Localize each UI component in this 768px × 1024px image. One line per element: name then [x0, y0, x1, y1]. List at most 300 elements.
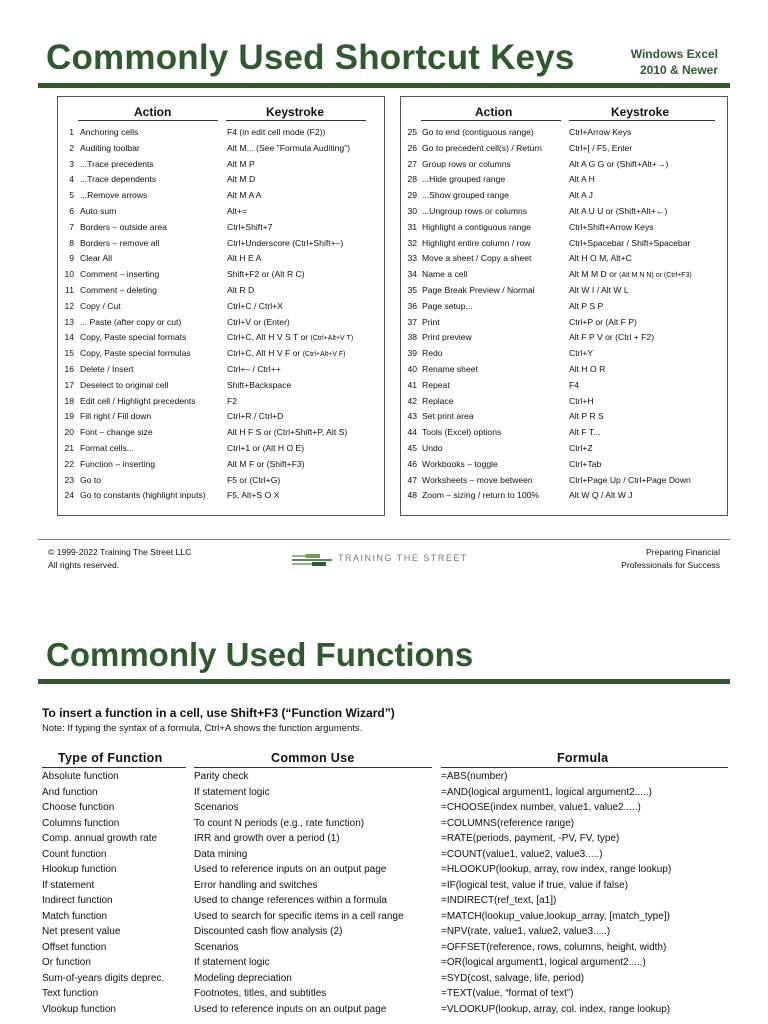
- keystroke-text: [569, 457, 601, 473]
- row-number: 47: [407, 474, 417, 485]
- common-use: Error handling and switches: [194, 879, 318, 891]
- table-row: [0, 785, 768, 801]
- version-label: [631, 46, 718, 78]
- keystroke-main: Alt H E A: [227, 253, 262, 264]
- action-text: Deselect to original cell: [80, 379, 169, 390]
- keystroke-text: [569, 267, 692, 284]
- row-number: 17: [64, 379, 74, 390]
- function-type: Text function: [42, 988, 99, 999]
- keystroke-main: Ctrl+C, Alt H V F or: [227, 348, 301, 359]
- table-row: [0, 862, 768, 878]
- common-use: Used to search for specific items in a cell range: [194, 910, 404, 922]
- action-text: ...Hide grouped range: [422, 174, 506, 185]
- function-type: Or function: [42, 957, 91, 968]
- table-row: [401, 346, 727, 362]
- table-row: [401, 488, 727, 504]
- row-number: 48: [407, 490, 417, 501]
- keystroke-main: Alt M... (See "Formula Auditing"): [227, 142, 351, 153]
- table-row: [0, 769, 768, 785]
- keystroke-text: [227, 346, 346, 363]
- keystroke-text: [569, 251, 632, 267]
- table-row: [401, 409, 727, 425]
- title-rule: [38, 83, 730, 88]
- function-type: Vlookup function: [42, 1003, 116, 1015]
- keystroke-text: [569, 409, 604, 425]
- row-number: 10: [64, 269, 74, 280]
- version-line-1: Windows Excel: [630, 47, 718, 61]
- action-text: Page Break Preview / Normal: [422, 284, 535, 295]
- col-header-action: Action: [475, 105, 513, 119]
- table-row: [0, 986, 768, 1002]
- functions-rule: [38, 679, 730, 684]
- table-row: [58, 425, 384, 441]
- keystroke-text: [569, 188, 593, 204]
- keystroke-text: [227, 394, 237, 410]
- formula-text: =AND(logical argument1, logical argument2.....): [441, 786, 652, 798]
- keystroke-text: [227, 157, 255, 173]
- common-use: To count N periods (e.g., rate function): [194, 817, 365, 829]
- table-row: [401, 283, 727, 299]
- table-row: [0, 924, 768, 940]
- action-text: Workbooks – toggle: [422, 458, 498, 469]
- keystroke-main: Alt H O M, Alt+C: [569, 253, 632, 264]
- function-type: And function: [42, 786, 98, 798]
- action-text: Edit cell / Highlight precedents: [80, 395, 196, 406]
- action-text: Undo: [422, 442, 443, 453]
- common-use: Used to reference inputs on an output page: [194, 864, 387, 875]
- logo-text: TRAINING THE STREET: [338, 553, 468, 563]
- header-underline: [42, 767, 186, 768]
- action-text: Copy, Paste special formats: [80, 332, 187, 343]
- keystroke-text: [227, 172, 255, 188]
- keystroke-text: [227, 236, 343, 252]
- keystroke-text: [227, 204, 247, 220]
- action-text: ...Show grouped range: [422, 190, 509, 201]
- action-text: Font – change size: [80, 427, 153, 438]
- keystroke-text: [569, 315, 637, 331]
- table-row: [401, 157, 727, 173]
- footer-rule: [38, 539, 730, 540]
- action-text: ...Trace precedents: [80, 158, 154, 169]
- keystroke-main: Alt M F or (Shift+F3): [227, 458, 305, 469]
- shortcut-panel-right: [400, 96, 728, 516]
- formula-text: =TEXT(value, “format of text”): [441, 988, 574, 999]
- keystroke-main: Ctrl+1 or (Alt H O E): [227, 442, 305, 453]
- row-number: 19: [64, 411, 74, 422]
- keystroke-text: [227, 251, 261, 267]
- functions-table: [0, 769, 768, 1017]
- header-underline: [421, 120, 561, 121]
- action-text: Group rows or columns: [422, 158, 511, 169]
- common-use: Footnotes, titles, and subtitles: [194, 988, 327, 999]
- formula-text: =OFFSET(reference, rows, columns, height, width): [441, 941, 667, 953]
- col-header-use: Common Use: [271, 751, 355, 765]
- action-text: Go to end (contiguous range): [422, 127, 534, 137]
- functions-title: Commonly Used Functions: [46, 636, 474, 673]
- common-use: Modeling depreciation: [194, 972, 292, 984]
- table-row: [401, 378, 727, 394]
- keystroke-main: Alt H O R: [569, 363, 606, 374]
- formula-text: =HLOOKUP(lookup, array, row index, range lookup): [441, 864, 672, 875]
- keystroke-main: Ctrl+R / Ctrl+D: [227, 411, 284, 422]
- table-row: [0, 909, 768, 925]
- action-text: Set print area: [422, 411, 474, 422]
- action-text: Tools (Excel) options: [422, 427, 502, 438]
- keystroke-main: Alt A J: [569, 190, 593, 201]
- keystroke-text: [227, 267, 305, 283]
- table-row: [401, 394, 727, 410]
- table-row: [401, 236, 727, 252]
- row-number: 5: [69, 190, 74, 201]
- table-row: [401, 220, 727, 236]
- shortcut-list: [401, 125, 727, 504]
- keystroke-main: Alt P S P: [569, 300, 604, 311]
- copyright: [48, 546, 191, 572]
- row-number: 40: [407, 363, 417, 374]
- row-number: 29: [407, 190, 417, 201]
- keystroke-text: [227, 378, 291, 394]
- table-row: [58, 141, 384, 157]
- action-text: Fill right / Fill down: [80, 411, 152, 422]
- action-text: ...Remove arrows: [80, 190, 148, 201]
- table-row: [58, 299, 384, 315]
- action-text: Auditing toolbar: [80, 142, 140, 153]
- shortcut-list: [58, 125, 384, 504]
- table-row: [58, 172, 384, 188]
- table-row: [401, 330, 727, 346]
- formula-text: =INDIRECT(ref_text, [a1]): [441, 895, 557, 906]
- table-row: [401, 172, 727, 188]
- header-underline: [194, 767, 432, 768]
- action-text: ...Trace dependents: [80, 174, 157, 185]
- keystroke-main: Ctrl+H: [569, 395, 594, 406]
- row-number: 7: [69, 221, 74, 232]
- row-number: 38: [407, 332, 417, 343]
- function-type: Count function: [42, 848, 107, 860]
- formula-text: =VLOOKUP(lookup, array, col. index, range lookup): [441, 1003, 671, 1015]
- copyright-line-1: © 1999-2022 Training The Street LLC: [48, 547, 192, 557]
- keystroke-text: [569, 488, 633, 504]
- common-use: Scenarios: [194, 941, 239, 953]
- keystroke-text: [569, 362, 605, 378]
- row-number: 31: [407, 221, 417, 232]
- action-text: Page setup...: [422, 300, 473, 311]
- row-number: 24: [64, 490, 74, 501]
- table-row: [401, 204, 727, 220]
- table-row: [58, 457, 384, 473]
- function-type: If statement: [42, 879, 95, 891]
- keystroke-main: Ctrl+Shift+7: [227, 221, 273, 232]
- keystroke-main: Alt W I / Alt W L: [569, 284, 629, 295]
- keystroke-text: [569, 346, 593, 362]
- keystroke-text: [227, 220, 272, 236]
- row-number: 21: [64, 442, 74, 453]
- keystroke-main: Ctrl+Arrow Keys: [569, 127, 632, 137]
- table-row: [58, 409, 384, 425]
- table-row: [0, 1002, 768, 1018]
- keystroke-main: Ctrl+Page Up / Ctrl+Page Down: [569, 474, 691, 485]
- row-number: 43: [407, 411, 417, 422]
- shortcut-panel-left: [57, 96, 385, 516]
- formula-text: =COLUMNS(reference range): [441, 817, 575, 829]
- action-text: Borders – remove all: [80, 237, 160, 248]
- keystroke-main: Ctrl+Y: [569, 348, 594, 359]
- keystroke-main: F5 or (Ctrl+G): [227, 474, 281, 485]
- table-row: [58, 204, 384, 220]
- action-text: Highlight entire column / row: [422, 237, 531, 248]
- keystroke-text: [227, 125, 325, 141]
- table-row: [58, 236, 384, 252]
- row-number: 18: [64, 395, 74, 406]
- row-number: 34: [407, 269, 417, 280]
- table-row: [58, 315, 384, 331]
- function-type: Choose function: [42, 802, 115, 813]
- header-underline: [78, 120, 218, 121]
- keystroke-text: [227, 425, 347, 441]
- action-text: Copy / Cut: [80, 300, 121, 311]
- keystroke-main: Alt A H: [569, 174, 595, 185]
- col-header-type: Type of Function: [58, 751, 163, 765]
- table-row: [0, 971, 768, 987]
- function-type: Absolute function: [42, 771, 119, 782]
- row-number: 27: [407, 158, 417, 169]
- keystroke-main: F2: [227, 395, 238, 406]
- version-line-2: 2010 & Newer: [639, 63, 718, 77]
- table-row: [0, 847, 768, 863]
- tagline-line-2: Professionals for Success: [621, 560, 720, 570]
- table-row: [401, 251, 727, 267]
- row-number: 16: [64, 363, 74, 374]
- table-row: [58, 378, 384, 394]
- col-header-keystroke: Keystroke: [611, 105, 670, 119]
- table-row: [58, 157, 384, 173]
- row-number: 25: [407, 127, 417, 137]
- keystroke-main: Shift+Backspace: [227, 379, 292, 390]
- header-underline: [569, 120, 715, 121]
- row-number: 11: [65, 284, 74, 295]
- keystroke-text: [569, 236, 690, 252]
- keystroke-main: Ctrl+Z: [569, 442, 593, 453]
- function-type: Net present value: [42, 926, 121, 937]
- table-row: [58, 346, 384, 362]
- keystroke-main: Alt F T...: [569, 427, 601, 438]
- formula-text: =RATE(periods, payment, -PV, FV, type): [441, 833, 620, 844]
- table-row: [0, 940, 768, 956]
- row-number: 6: [69, 205, 74, 216]
- table-row: [401, 315, 727, 331]
- row-number: 46: [407, 458, 417, 469]
- keystroke-main: Ctrl+V or (Enter): [227, 316, 290, 327]
- action-text: ...Ungroup rows or columns: [422, 205, 528, 216]
- keystroke-text: [569, 378, 579, 394]
- common-use: Scenarios: [194, 802, 239, 813]
- action-text: Zoom – sizing / return to 100%: [422, 490, 540, 501]
- keystroke-main: Ctrl+[ / F5, Enter: [569, 142, 633, 153]
- keystroke-main: F4 (in edit cell mode (F2)): [227, 127, 326, 137]
- col-header-action: Action: [134, 105, 172, 119]
- action-text: Comment – inserting: [80, 269, 160, 280]
- keystroke-text: [569, 125, 631, 141]
- action-text: Go to: [80, 474, 102, 485]
- table-row: [401, 141, 727, 157]
- table-row: [401, 267, 727, 283]
- action-text: Highlight a contiguous range: [422, 221, 531, 232]
- keystroke-text: [569, 283, 629, 299]
- tagline: [621, 546, 720, 572]
- keystroke-text: [569, 220, 654, 236]
- formula-text: =CHOOSE(index number, value1, value2.....): [441, 802, 641, 813]
- action-text: Go to precedent cell(s) / Return: [422, 142, 542, 153]
- row-number: 9: [69, 253, 74, 264]
- keystroke-text: [227, 409, 283, 425]
- table-row: [401, 441, 727, 457]
- keystroke-main: Ctrl+Tab: [569, 458, 602, 469]
- keystroke-main: Ctrl+C / Ctrl+X: [227, 300, 283, 311]
- action-text: Borders – outside area: [80, 221, 167, 232]
- action-text: Repeat: [422, 379, 450, 390]
- keystroke-text: [569, 141, 632, 157]
- action-text: Name a cell: [422, 269, 468, 280]
- table-row: [0, 816, 768, 832]
- action-text: Comment – deleting: [80, 284, 157, 295]
- action-text: Format cells...: [80, 442, 134, 453]
- row-number: 2: [69, 142, 74, 153]
- keystroke-text: [569, 473, 691, 489]
- keystroke-main: Alt P R S: [569, 411, 604, 422]
- keystroke-small: (Ctrl+Alt+V F): [302, 351, 346, 359]
- table-row: [58, 188, 384, 204]
- keystroke-main: Ctrl+P or (Alt F P): [569, 316, 637, 327]
- formula-text: =MATCH(lookup_value,lookup_array, [match_type]): [441, 910, 670, 922]
- table-row: [58, 473, 384, 489]
- row-number: 41: [407, 379, 417, 390]
- formula-text: =SYD(cost, salvage, life, period): [441, 972, 585, 984]
- keystroke-text: [227, 299, 283, 315]
- common-use: IRR and growth over a period (1): [194, 833, 340, 844]
- keystroke-main: Alt W Q / Alt W J: [569, 490, 633, 501]
- formula-text: =NPV(rate, value1, value2, value3.....): [441, 926, 611, 937]
- table-row: [58, 267, 384, 283]
- common-use: If statement logic: [194, 786, 270, 798]
- keystroke-main: Alt A U U or (Shift+Alt+←): [569, 205, 668, 216]
- table-row: [0, 955, 768, 971]
- formula-text: =IF(logical test, value if true, value if false): [441, 879, 629, 891]
- action-text: Go to constants (highlight inputs): [80, 490, 206, 501]
- function-type: Offset function: [42, 941, 107, 953]
- action-text: Replace: [422, 395, 454, 406]
- keystroke-main: Alt R D: [227, 284, 255, 295]
- table-row: [58, 394, 384, 410]
- keystroke-text: [227, 188, 261, 204]
- row-number: 15: [64, 348, 74, 359]
- table-row: [58, 441, 384, 457]
- table-row: [58, 330, 384, 346]
- table-row: [0, 878, 768, 894]
- col-header-formula: Formula: [557, 751, 609, 765]
- row-number: 12: [64, 300, 74, 311]
- row-number: 13: [64, 316, 74, 327]
- keystroke-main: Shift+F2 or (Alt R C): [227, 269, 305, 280]
- common-use: Used to change references within a formula: [194, 895, 387, 906]
- keystroke-main: Alt H F S or (Ctrl+Shift+P, Alt S): [227, 427, 348, 438]
- row-number: 23: [64, 474, 74, 485]
- formula-text: =ABS(number): [441, 771, 508, 782]
- common-use: Used to reference inputs on an output page: [194, 1003, 387, 1015]
- table-row: [401, 473, 727, 489]
- action-text: ... Paste (after copy or cut): [80, 316, 182, 327]
- function-type: Columns function: [42, 817, 120, 829]
- function-type: Comp. annual growth rate: [42, 833, 158, 844]
- action-text: Delete / Insert: [80, 363, 134, 374]
- instruction-text: To insert a function in a cell, use Shift+F3 (“Function Wizard”): [42, 706, 395, 720]
- keystroke-text: [569, 425, 600, 441]
- common-use: Discounted cash flow analysis (2): [194, 926, 343, 937]
- action-text: Print preview: [422, 332, 472, 343]
- keystroke-text: [227, 441, 304, 457]
- table-row: [58, 251, 384, 267]
- keystroke-main: F4: [569, 379, 580, 390]
- keystroke-text: [569, 330, 654, 346]
- keystroke-main: Alt M D: [227, 174, 256, 185]
- action-text: Clear All: [80, 253, 112, 264]
- row-number: 4: [69, 174, 74, 185]
- action-text: Copy, Paste special formulas: [80, 348, 191, 359]
- tagline-line-1: Preparing Financial: [645, 547, 720, 557]
- row-number: 1: [69, 127, 74, 137]
- page-title: Commonly Used Shortcut Keys: [46, 38, 575, 77]
- action-text: Redo: [422, 348, 443, 359]
- keystroke-text: [227, 330, 353, 347]
- keystroke-text: [569, 441, 593, 457]
- table-row: [58, 362, 384, 378]
- keystroke-main: Ctrl+Shift+Arrow Keys: [569, 221, 654, 232]
- function-type: Sum-of-years digits deprec.: [42, 972, 165, 984]
- function-type: Indirect function: [42, 895, 113, 906]
- keystroke-text: [227, 283, 254, 299]
- table-row: [401, 425, 727, 441]
- keystroke-main: Ctrl+Spacebar / Shift+Spacebar: [569, 237, 691, 248]
- keystroke-main: Alt M M D or: [569, 269, 617, 280]
- copyright-line-2: All rights reserved.: [48, 560, 120, 570]
- row-number: 45: [407, 442, 417, 453]
- keystroke-main: Ctrl+C, Alt H V S T or: [227, 332, 309, 343]
- keystroke-main: Alt A G G or (Shift+Alt+→): [569, 158, 669, 169]
- keystroke-main: Ctrl+– / Ctrl++: [227, 363, 281, 374]
- action-text: Print: [422, 316, 440, 327]
- row-number: 20: [64, 427, 74, 438]
- keystroke-main: Alt M A A: [227, 190, 262, 201]
- table-row: [0, 800, 768, 816]
- row-number: 26: [407, 142, 417, 153]
- keystroke-main: Alt M P: [227, 158, 255, 169]
- keystroke-text: [569, 157, 668, 173]
- function-type: Match function: [42, 910, 108, 922]
- keystroke-text: [569, 299, 603, 315]
- common-use: Data mining: [194, 848, 248, 860]
- formula-text: =COUNT(value1, value2, value3.....): [441, 848, 603, 860]
- keystroke-text: [227, 473, 280, 489]
- row-number: 30: [407, 205, 417, 216]
- keystroke-small: (Ctrl+Alt+V T): [310, 335, 354, 343]
- keystroke-main: F5, Alt+S O X: [227, 490, 280, 501]
- header-underline: [226, 120, 366, 121]
- keystroke-text: [569, 394, 594, 410]
- header-underline: [441, 767, 728, 768]
- row-number: 39: [407, 348, 417, 359]
- table-row: [401, 188, 727, 204]
- row-number: 35: [407, 284, 417, 295]
- keystroke-text: [227, 315, 290, 331]
